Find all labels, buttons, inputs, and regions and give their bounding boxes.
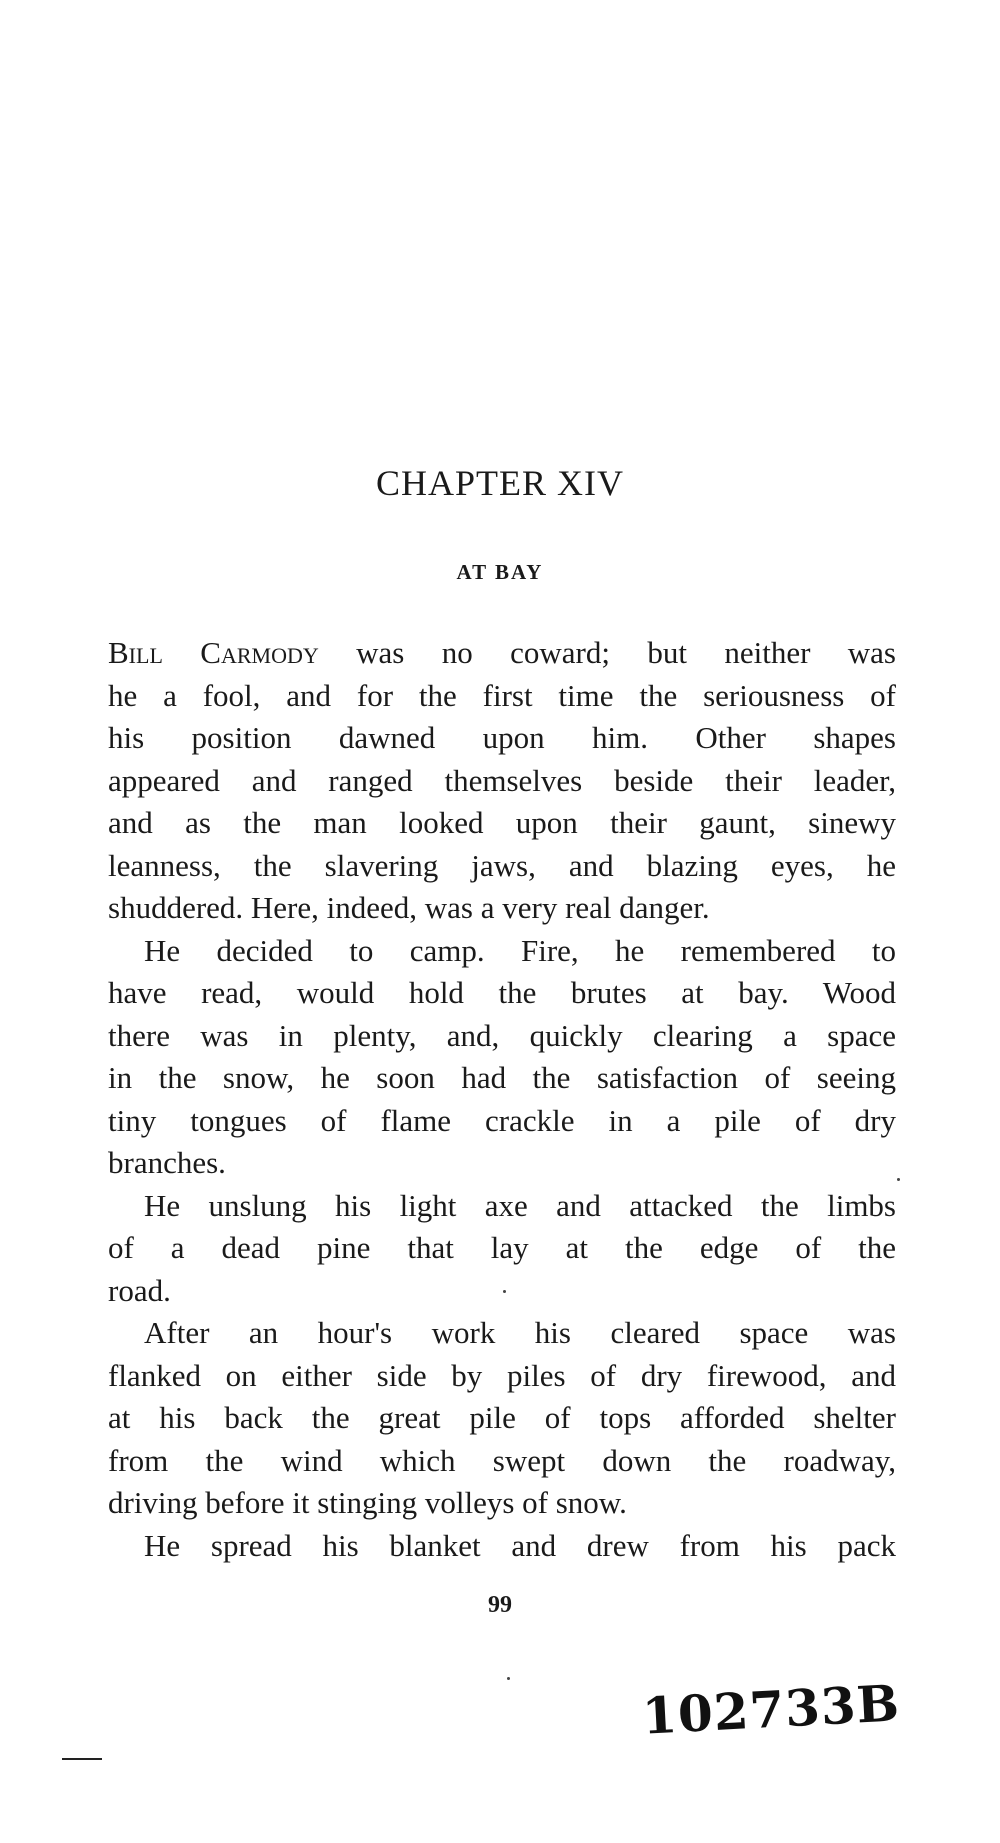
text-line: He unslung his light axe and attacked the limbs <box>144 1187 896 1223</box>
text-line: his position dawned upon him. Other shapes <box>108 720 896 755</box>
page-number: 99 <box>488 1592 512 1618</box>
text-line: tiny tongues of flame crackle in a pile of dry <box>108 1102 896 1138</box>
text-line: from the wind which swept down the roadway, <box>108 1442 896 1478</box>
text-line: and as the man looked upon their gaunt, sinewy <box>108 805 896 840</box>
body-text <box>108 632 896 1567</box>
opening-name: Bill Carmody <box>108 635 319 670</box>
text-line: appeared and ranged themselves beside their leader, <box>108 762 896 798</box>
text-line: He spread his blanket and drew from his pack <box>144 1527 896 1563</box>
chapter-heading: CHAPTER XIV <box>375 463 624 503</box>
text-line: branches. <box>108 1145 226 1180</box>
chapter-subtitle: AT BAY <box>456 560 544 584</box>
ink-speck <box>503 1290 506 1293</box>
text-line: at his back the great pile of tops afforded shelter <box>108 1400 896 1435</box>
text-line: shuddered. Here, indeed, was a very real danger. <box>108 890 710 925</box>
text-line: leanness, the slavering jaws, and blazing eyes, he <box>108 847 896 883</box>
text-line: After an hour's work his cleared space was <box>144 1315 896 1350</box>
text-line: there was in plenty, and, quickly clearing a space <box>108 1017 896 1053</box>
text-line: Bill Carmody was no coward; but neither was <box>108 635 896 670</box>
library-stamp: 102733B <box>640 1673 902 1746</box>
text-line: road. <box>108 1272 171 1308</box>
ink-speck <box>897 1178 900 1181</box>
text-line: driving before it stinging volleys of snow. <box>108 1485 627 1520</box>
text-line: flanked on either side by piles of dry firewood, and <box>108 1357 896 1393</box>
margin-mark <box>62 1758 102 1760</box>
text-line: he a fool, and for the first time the seriousness of <box>108 677 896 713</box>
ink-speck <box>507 1677 510 1680</box>
text-line: of a dead pine that lay at the edge of the <box>108 1230 896 1265</box>
text-line: He decided to camp. Fire, he remembered to <box>144 932 896 968</box>
text-line: in the snow, he soon had the satisfaction of seeing <box>108 1060 896 1095</box>
text-line: have read, would hold the brutes at bay. Wood <box>108 975 896 1010</box>
